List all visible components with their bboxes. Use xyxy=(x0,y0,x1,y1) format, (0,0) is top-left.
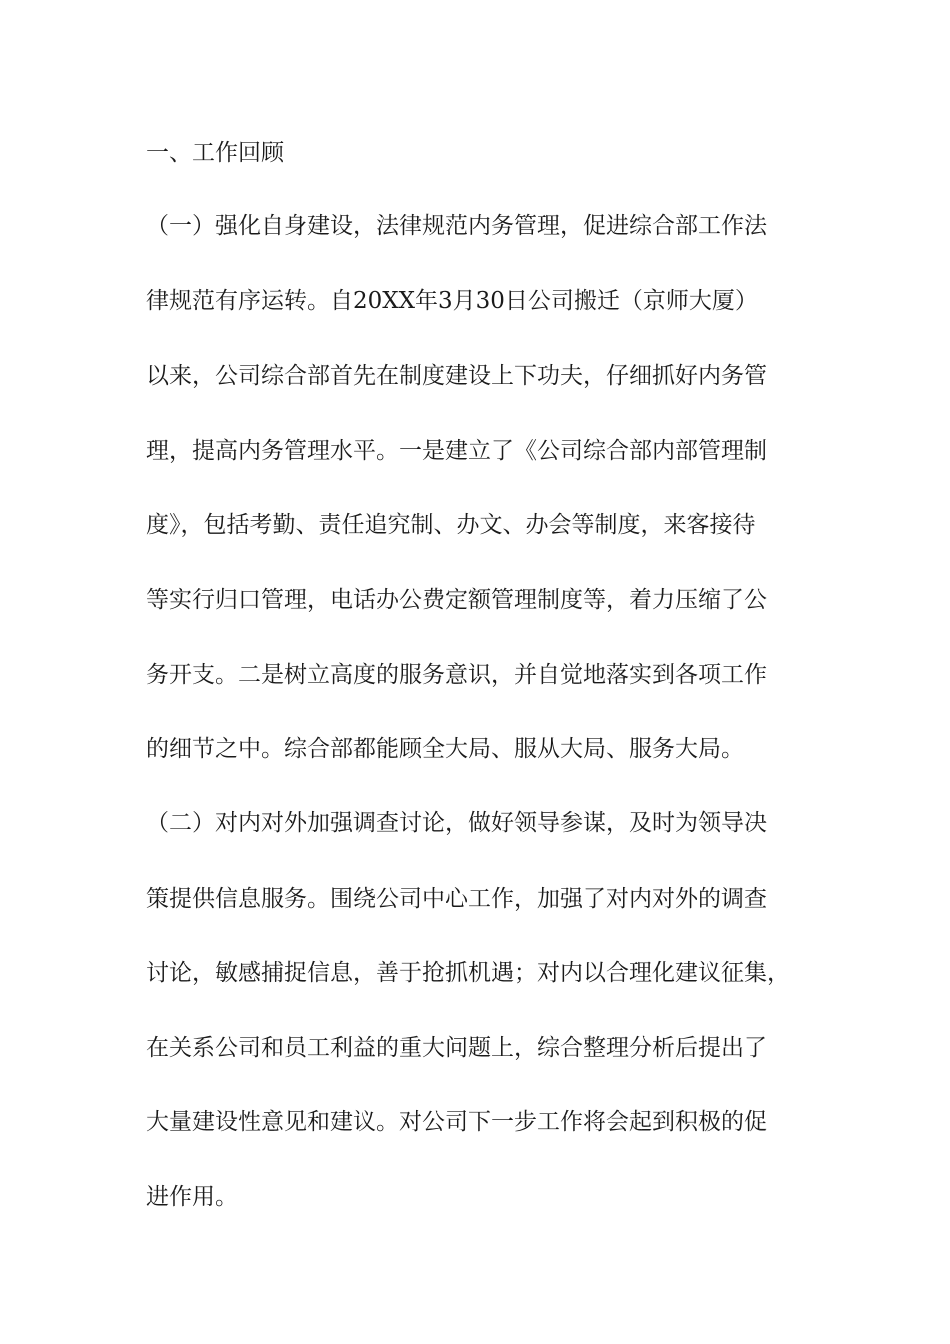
paragraph-2-line-6: 进作用。 xyxy=(146,1184,238,1210)
paragraph-2-line-4: 在关系公司和员工利益的重大问题上，综合整理分析后提出了 xyxy=(146,1035,767,1061)
section-heading: 一、工作回顾 xyxy=(146,140,284,166)
paragraph-1-line-2: 律规范有序运转。自20XX年3月30日公司搬迁（京师大厦） xyxy=(146,288,758,314)
paragraph-1-line-4: 理，提高内务管理水平。一是建立了《公司综合部内部管理制 xyxy=(146,438,767,464)
paragraph-2-line-1: （二）对内对外加强调查讨论，做好领导参谋，及时为领导决 xyxy=(146,810,767,836)
paragraph-2-line-3: 讨论，敏感捕捉信息，善于抢抓机遇；对内以合理化建议征集， xyxy=(146,960,790,986)
paragraph-1-line-5: 度》，包括考勤、责任追究制、办文、办会等制度，来客接待 xyxy=(146,512,756,538)
paragraph-1-line-1: （一）强化自身建设，法律规范内务管理，促进综合部工作法 xyxy=(146,213,767,239)
paragraph-2-line-2: 策提供信息服务。围绕公司中心工作，加强了对内对外的调查 xyxy=(146,886,767,912)
paragraph-1-line-7: 务开支。二是树立高度的服务意识，并自觉地落实到各项工作 xyxy=(146,662,767,688)
paragraph-1-line-8: 的细节之中。综合部都能顾全大局、服从大局、服务大局。 xyxy=(146,736,744,762)
paragraph-1-line-3: 以来，公司综合部首先在制度建设上下功夫，仔细抓好内务管 xyxy=(146,363,767,389)
paragraph-2-line-5: 大量建设性意见和建议。对公司下一步工作将会起到积极的促 xyxy=(146,1109,767,1135)
paragraph-1-line-6: 等实行归口管理，电话办公费定额管理制度等，着力压缩了公 xyxy=(146,587,767,613)
